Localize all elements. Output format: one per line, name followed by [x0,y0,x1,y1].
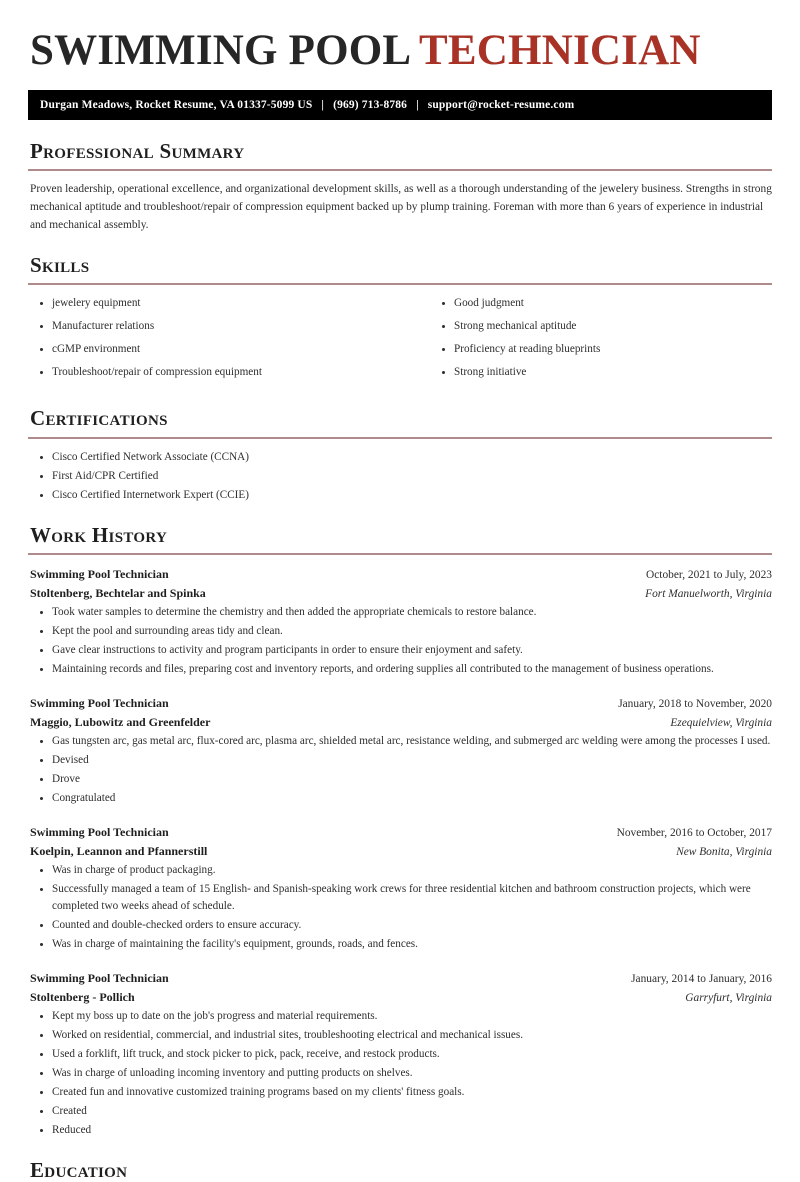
skills-list-left [28,295,400,381]
list-item: First Aid/CPR Certified [28,468,772,485]
list-item: Was in charge of product packaging. [28,862,772,879]
list-item: Good judgment [430,295,772,312]
section-heading-certifications: Certifications [30,406,168,431]
contact-line [40,99,574,111]
job-dates: January, 2014 to January, 2016 [631,972,772,985]
summary-text: Proven leadership, operational excellence, and organizational development skills, as well as a thorough understanding of the jewelery business. Strengths in strong mechanical aptitude and troubleshoot/repair of compression equipment backed up by plump training. Foreman with more than 6 years of experience in industrial and mechanical assembly. [30,183,772,231]
list-item: Maintaining records and files, preparing cost and inventory reports, and ordering supplies all contributed to the management of business operations. [28,661,772,678]
work-history-entry [28,694,772,807]
list-item: Kept the pool and surrounding areas tidy and clean. [28,623,772,640]
list-item: Gave clear instructions to activity and program participants in order to ensure their enjoyment and safety. [28,642,772,659]
contact-address: Durgan Meadows, Rocket Resume, VA 01337-5099 US [40,99,313,112]
work-history-entry [28,823,772,953]
skills-column-left [28,295,400,387]
list-item: Devised [28,752,772,769]
list-item: Congratulated [28,790,772,807]
resume-page [0,27,800,1182]
contact-email: support@rocket-resume.com [427,99,575,112]
list-item: Strong mechanical aptitude [430,318,772,335]
job-subheader-row [28,842,772,861]
list-item: Created fun and innovative customized training programs based on my clients' fitness goals. [28,1084,772,1101]
contact-separator-2: | [416,99,419,112]
job-company: Stoltenberg - Pollich [30,990,135,1005]
job-subheader-row [28,584,772,603]
section-skills [28,254,772,387]
contact-phone: (969) 713-8786 [333,99,408,112]
list-item: Successfully managed a team of 15 English- and Spanish-speaking work crews for three residential kitchen and bathroom construction projects, which were completed two weeks ahead of schedule. [28,881,772,915]
contact-separator-1: | [321,99,325,112]
section-rule-summary [28,169,772,171]
job-dates: October, 2021 to July, 2023 [646,568,772,581]
job-dates: January, 2018 to November, 2020 [618,697,772,710]
work-history-entry [28,969,772,1139]
contact-bar [28,90,772,120]
job-subheader-row [28,988,772,1007]
list-item: Proficiency at reading blueprints [430,341,772,358]
resume-title [30,28,772,73]
job-header-row [28,565,772,584]
section-heading-summary: Professional Summary [30,139,245,164]
section-education [28,1159,772,1182]
job-location: Garryfurt, Virginia [685,992,772,1005]
job-location: Fort Manuelworth, Virginia [645,588,772,601]
job-dates: November, 2016 to October, 2017 [616,826,772,839]
resume-title-primary: SWIMMING POOL [30,27,420,74]
list-item: Drove [28,771,772,788]
job-bullets [28,733,772,807]
list-item: cGMP environment [28,341,400,358]
section-certifications [28,407,772,503]
section-work-history [28,524,772,1139]
job-header-row [28,969,772,988]
job-company: Koelpin, Leannon and Pfannerstill [30,844,208,859]
job-header-row [28,694,772,713]
list-item: Strong initiative [430,364,772,381]
section-heading-skills: Skills [30,253,90,278]
skills-column-right [400,295,772,387]
section-heading-education: Education [30,1157,128,1182]
section-rule-certifications [28,437,772,439]
list-item: Cisco Certified Internetwork Expert (CCIE) [28,487,772,504]
job-bullets [28,1008,772,1139]
job-header-row [28,823,772,842]
list-item: Was in charge of unloading incoming inventory and putting products on shelves. [28,1065,772,1082]
section-rule-work-history [28,553,772,555]
job-subheader-row [28,713,772,732]
job-title: Swimming Pool Technician [30,695,169,710]
job-company: Stoltenberg, Bechtelar and Spinka [30,586,206,601]
skills-list-right [430,295,772,381]
list-item: Cisco Certified Network Associate (CCNA) [28,449,772,466]
list-item: Was in charge of maintaining the facility's equipment, grounds, roads, and fences. [28,936,772,953]
list-item: Troubleshoot/repair of compression equipment [28,364,400,381]
skills-columns [28,295,772,387]
list-item: Worked on residential, commercial, and industrial sites, troubleshooting electrical and mechanical issues. [28,1027,772,1044]
job-location: New Bonita, Virginia [676,846,772,859]
job-title: Swimming Pool Technician [30,566,169,581]
section-professional-summary [28,140,772,234]
job-bullets [28,604,772,678]
job-location: Ezequielview, Virginia [670,717,772,730]
job-title: Swimming Pool Technician [30,824,169,839]
list-item: jewelery equipment [28,295,400,312]
job-company: Maggio, Lubowitz and Greenfelder [30,715,211,730]
list-item: Kept my boss up to date on the job's progress and material requirements. [28,1008,772,1025]
section-heading-work-history: Work History [30,522,168,547]
job-bullets [28,862,772,953]
list-item: Created [28,1103,772,1120]
list-item: Used a forklift, lift truck, and stock picker to pick, pack, receive, and restock products. [28,1046,772,1063]
work-history-entry [28,565,772,678]
job-title: Swimming Pool Technician [30,970,169,985]
list-item: Gas tungsten arc, gas metal arc, flux-cored arc, plasma arc, shielded metal arc, resistance welding, and submerged arc welding were among the processes I used. [28,733,772,750]
list-item: Manufacturer relations [28,318,400,335]
list-item: Counted and double-checked orders to ensure accuracy. [28,917,772,934]
list-item: Reduced [28,1122,772,1139]
resume-title-accent: TECHNICIAN [419,27,701,74]
list-item: Took water samples to determine the chemistry and then added the appropriate chemicals to restore balance. [28,604,772,621]
section-rule-skills [28,283,772,285]
certifications-list [28,449,772,504]
